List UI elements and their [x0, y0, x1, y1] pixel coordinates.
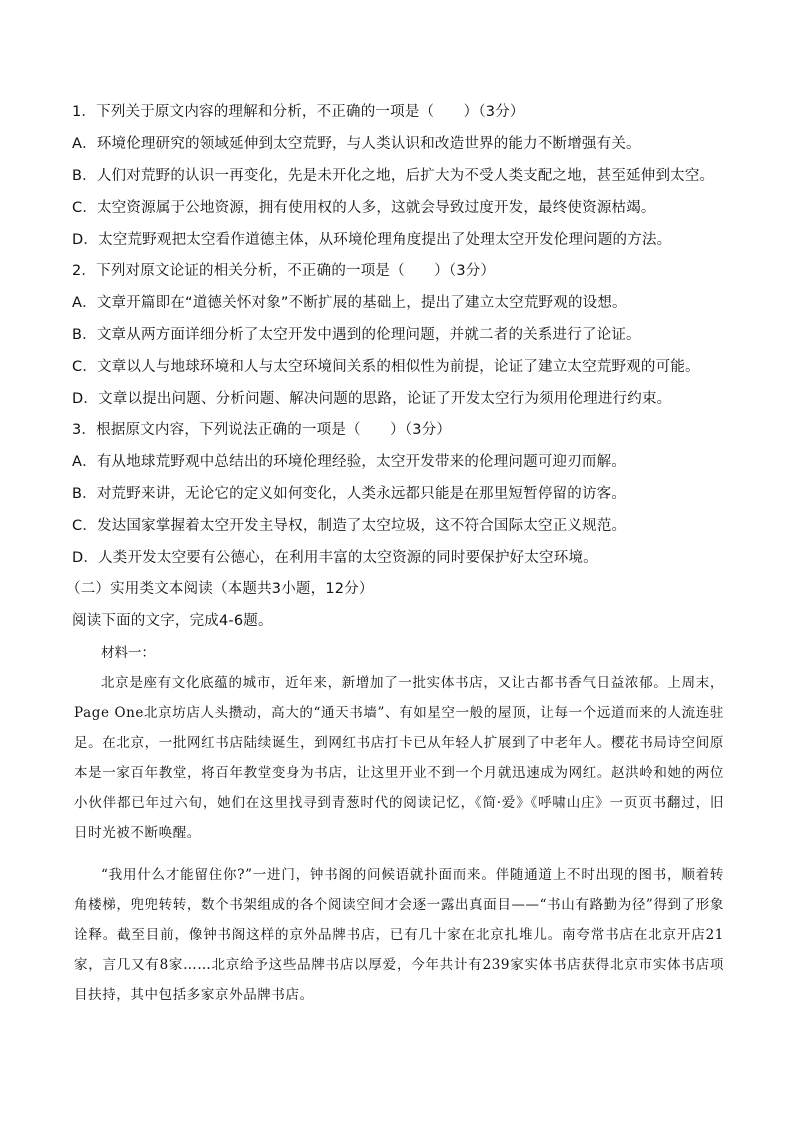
question-1-stem: 1．下列关于原文内容的理解和分析，不正确的一项是（ ）（3分）: [72, 104, 525, 120]
question-2-option-d: D．文章以提出问题、分析问题、解决问题的思路，论证了开发太空行为须用伦理进行约束。: [72, 391, 672, 407]
question-3-option-a: A．有从地球荒野观中总结出的环境伦理经验，太空开发带来的伦理问题可迎刃而解。: [72, 454, 627, 470]
reading-instruction: 阅读下面的文字，完成4-6题。: [72, 613, 273, 629]
question-3-option-b: B．对荒野来讲，无论它的定义如何变化，人类永远都只能是在那里短暂停留的访客。: [72, 486, 627, 502]
material-paragraph-1: 北京是座有文化底蕴的城市，近年来，新增加了一批实体书店，又让古都书香气日益浓郁。上周末，Page One北京坊店人头攒动，高大的“通天书墙”、有如星空一般的屋顶，让每一个远道而来的人流连驻足。在北京，一批网红书店陆续诞生，到网红书店打卡已从年轻人扩展到了中老年人。樱花书局诗空间原本是一家百年教堂，将百年教堂变身为书店，让这里开业不到一个月就迅速成为网红。赵洪岭和她的两位小伙伴都已年过六旬，她们在这里找寻到青葱时代的阅读记忆，《简·爱》《呼啸山庄》一页页书翻过，旧日时光被不断唤醒。: [74, 675, 724, 841]
question-3-option-c: C．发达国家掌握着太空开发主导权，制造了太空垃圾，这不符合国际太空正义规范。: [72, 518, 627, 534]
question-1-option-c: C．太空资源属于公地资源，拥有使用权的人多，这就会导致过度开发，最终使资源枯竭。: [72, 200, 656, 216]
question-2-stem: 2．下列对原文论证的相关分析，不正确的一项是（ ）（3分）: [72, 263, 496, 279]
question-2-option-a: A．文章开篇即在“道德关怀对象”不断扩展的基础上，提出了建立太空荒野观的设想。: [72, 295, 627, 311]
material-title: 材料一：: [101, 645, 155, 661]
question-1-option-a: A．环境伦理研究的领域延伸到太空荒野，与人类认识和改造世界的能力不断增强有关。: [72, 136, 641, 152]
material-paragraph-2: “我用什么才能留住你?”一进门，钟书阁的问候语就扑面而来。伴随通道上不时出现的图书，顺着转角楼梯，兜兜转转，数个书架组成的各个阅读空间才会逐一露出真面目——“书山有路勤为径”得到了形象诠释。截至目前，像钟书阁这样的京外品牌书店，已有几十家在北京扎堆儿。南夸常书店在北京开店21家，言几又有8家……北京给予这些品牌书店以厚爱，今年共计有239家实体书店获得北京市实体书店项目扶持，其中包括多家京外品牌书店。: [74, 867, 724, 1003]
question-2-option-b: B．文章从两方面详细分析了太空开发中遇到的伦理问题，并就二者的关系进行了论证。: [72, 327, 641, 343]
section-heading: （二）实用类文本阅读（本题共3小题，12分）: [66, 581, 374, 597]
question-3-option-d: D．人类开发太空要有公德心，在利用丰富的太空资源的同时要保护好太空环境。: [72, 550, 598, 566]
question-3-stem: 3．根据原文内容，下列说法正确的一项是（ ）（3分）: [72, 422, 452, 438]
question-1-option-d: D．太空荒野观把太空看作道德主体，从环境伦理角度提出了处理太空开发伦理问题的方法。: [72, 232, 672, 248]
question-2-option-c: C．文章以人与地球环境和人与太空环境间关系的相似性为前提，论证了建立太空荒野观的可能。: [72, 359, 700, 375]
question-1-option-b: B．人们对荒野的认识一再变化，先是未开化之地，后扩大为不受人类支配之地，甚至延伸到太空。: [72, 168, 715, 184]
